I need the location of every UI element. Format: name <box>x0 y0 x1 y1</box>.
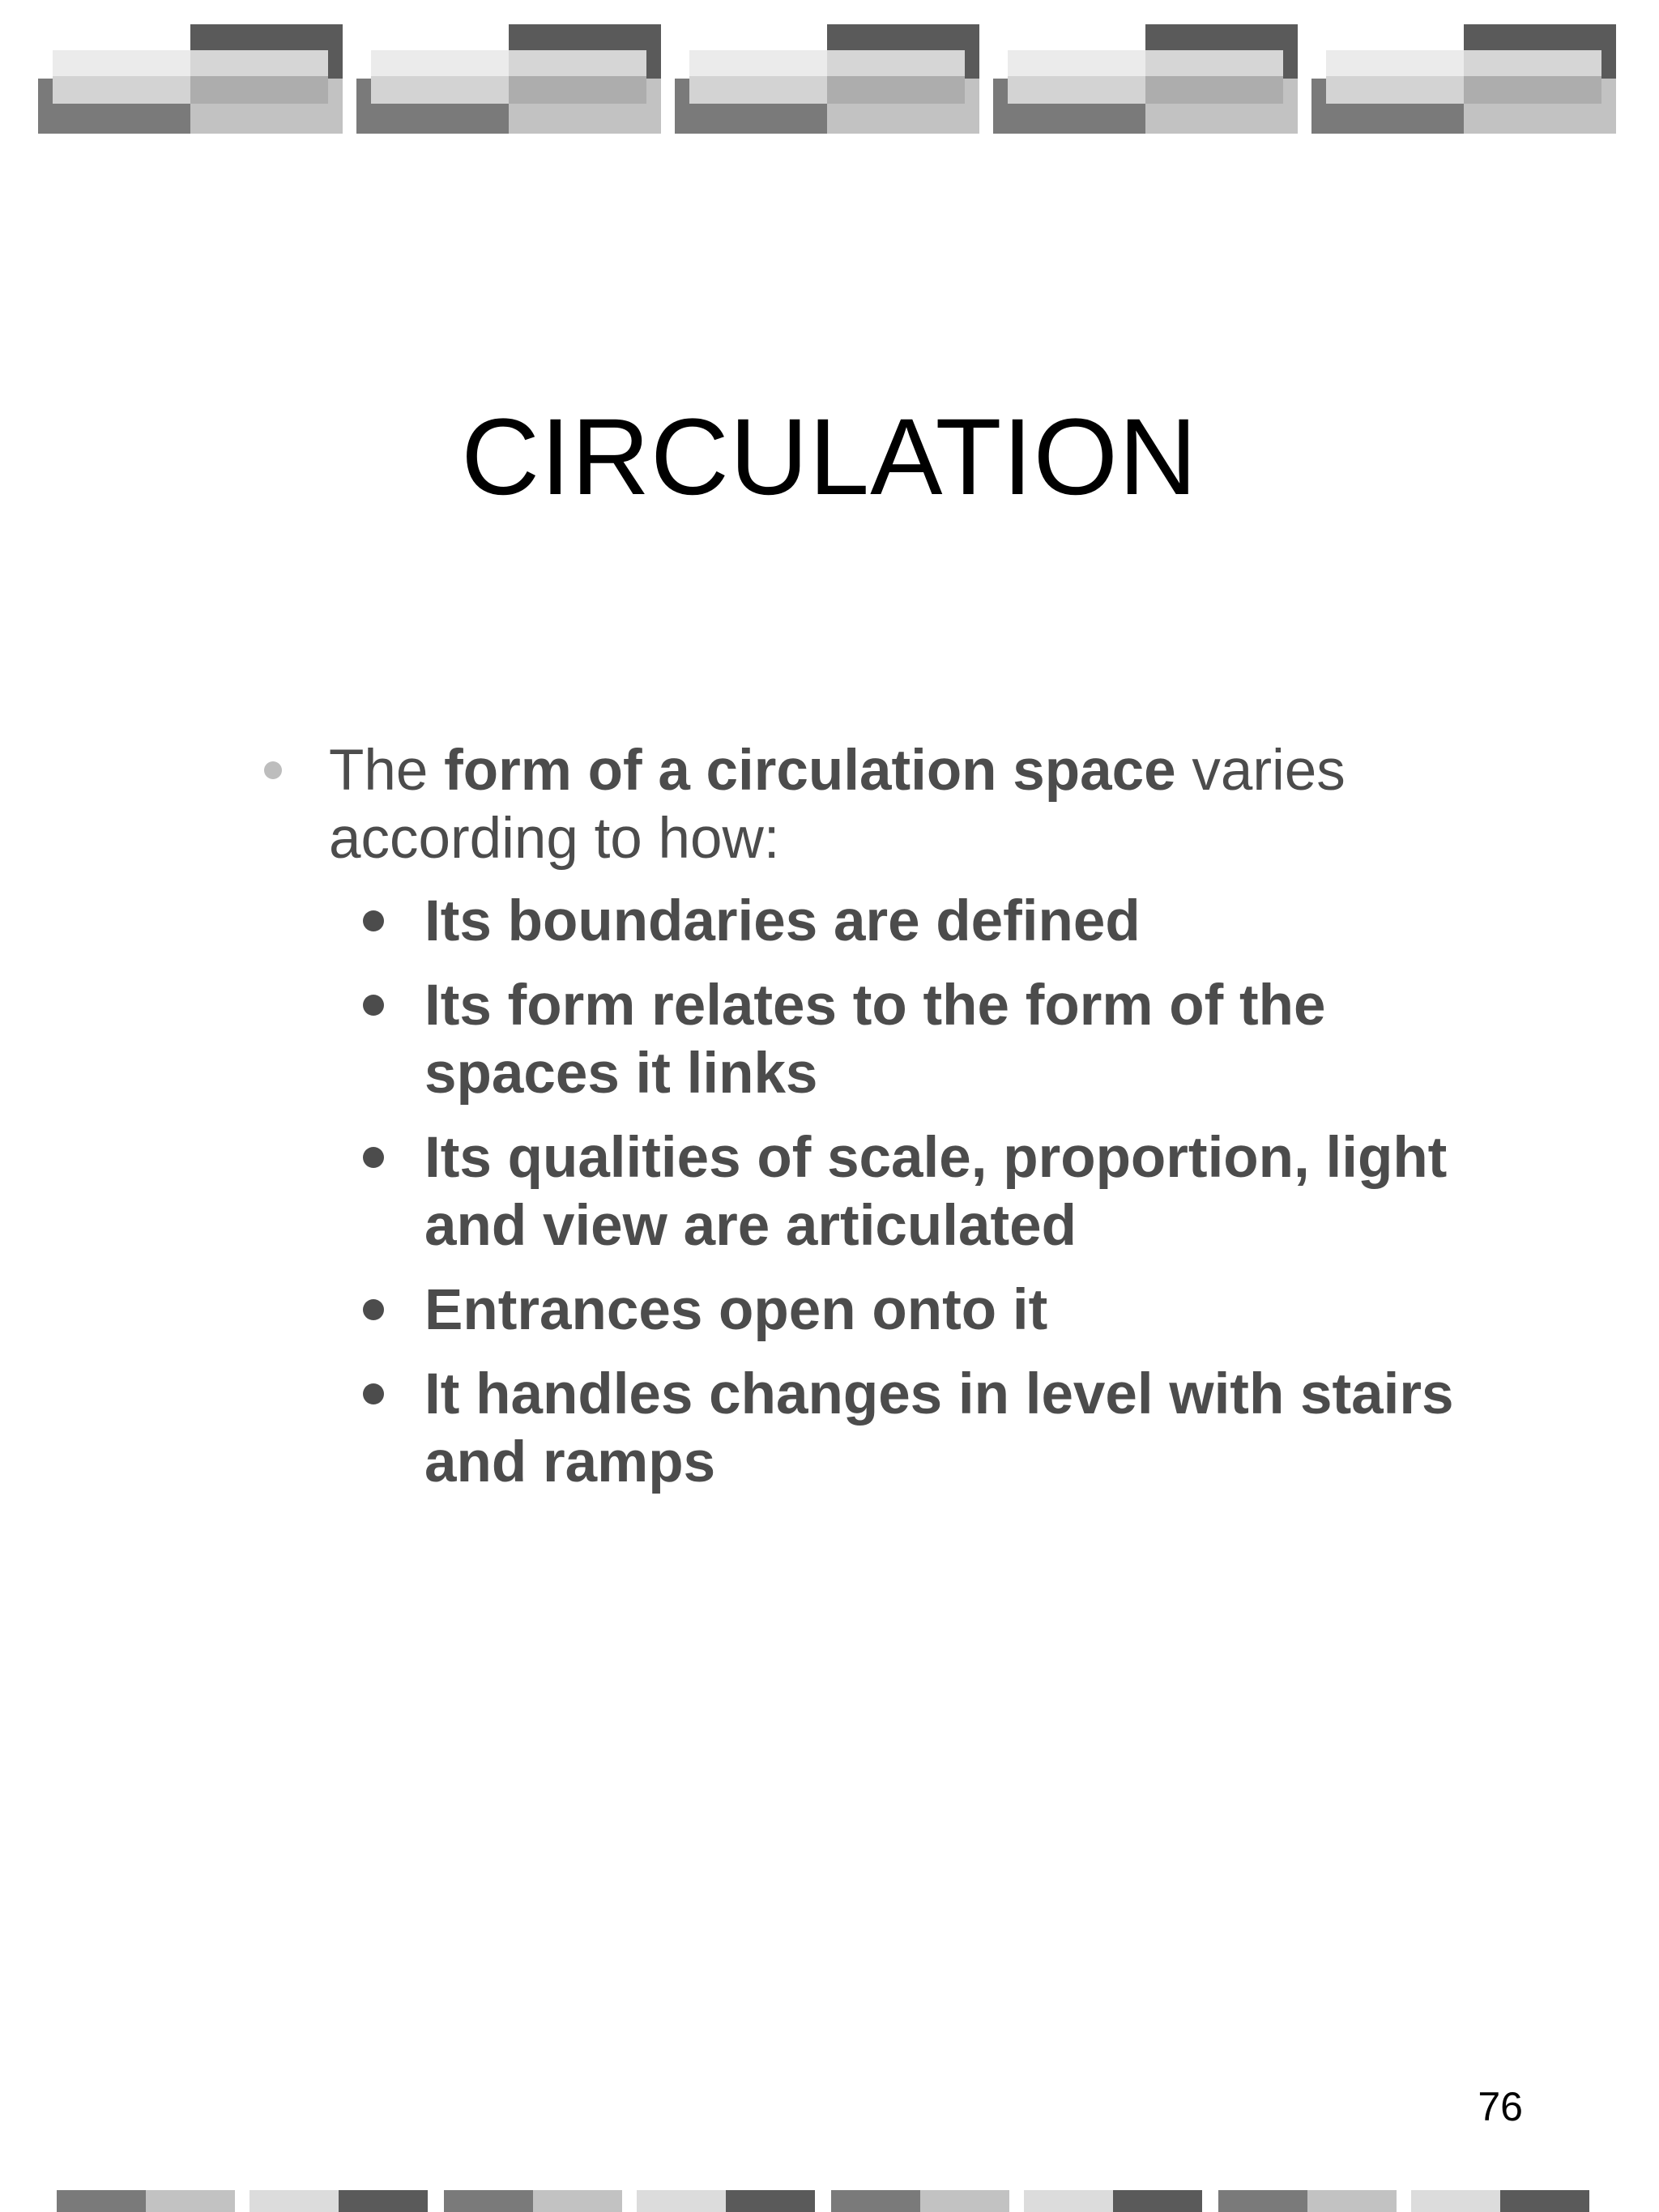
list-item-text: It handles changes in level with stairs and ramps <box>424 1362 1454 1494</box>
intro-suffix: varies according to how: <box>329 739 1346 871</box>
banner-tile <box>993 24 1298 134</box>
list-item <box>355 888 1521 956</box>
bullet-intro <box>258 737 1521 873</box>
page-number: 76 <box>1478 2084 1523 2129</box>
bullet-dot-icon <box>363 1383 384 1404</box>
list-item <box>355 1276 1521 1345</box>
list-item-text: Its qualities of scale, proportion, light and view are articulated <box>424 1126 1448 1258</box>
bullet-dot-icon <box>264 761 282 779</box>
list-item <box>355 1361 1521 1497</box>
bullet-dot-icon <box>363 910 384 931</box>
slide-title: CIRCULATION <box>461 397 1198 518</box>
intro-bold: form of a circulation space <box>444 739 1176 803</box>
banner-tile <box>675 24 979 134</box>
top-decorative-banner <box>38 24 1616 134</box>
bullet-dot-icon <box>363 1299 384 1320</box>
bottom-decorative-strip <box>57 2190 1596 2212</box>
list-item-text: Its boundaries are defined <box>424 889 1141 953</box>
list-item-text: Its form relates to the form of the spaces it links <box>424 974 1326 1106</box>
banner-tile <box>38 24 343 134</box>
list-item <box>355 1124 1521 1260</box>
banner-tile <box>356 24 661 134</box>
banner-tile <box>1311 24 1616 134</box>
intro-prefix: The <box>329 739 445 803</box>
list-item <box>355 972 1521 1108</box>
sub-bullet-list <box>258 888 1521 1497</box>
bullet-dot-icon <box>363 995 384 1016</box>
bullet-dot-icon <box>363 1147 384 1168</box>
list-item-text: Entrances open onto it <box>424 1278 1048 1342</box>
slide-body <box>258 737 1521 1513</box>
